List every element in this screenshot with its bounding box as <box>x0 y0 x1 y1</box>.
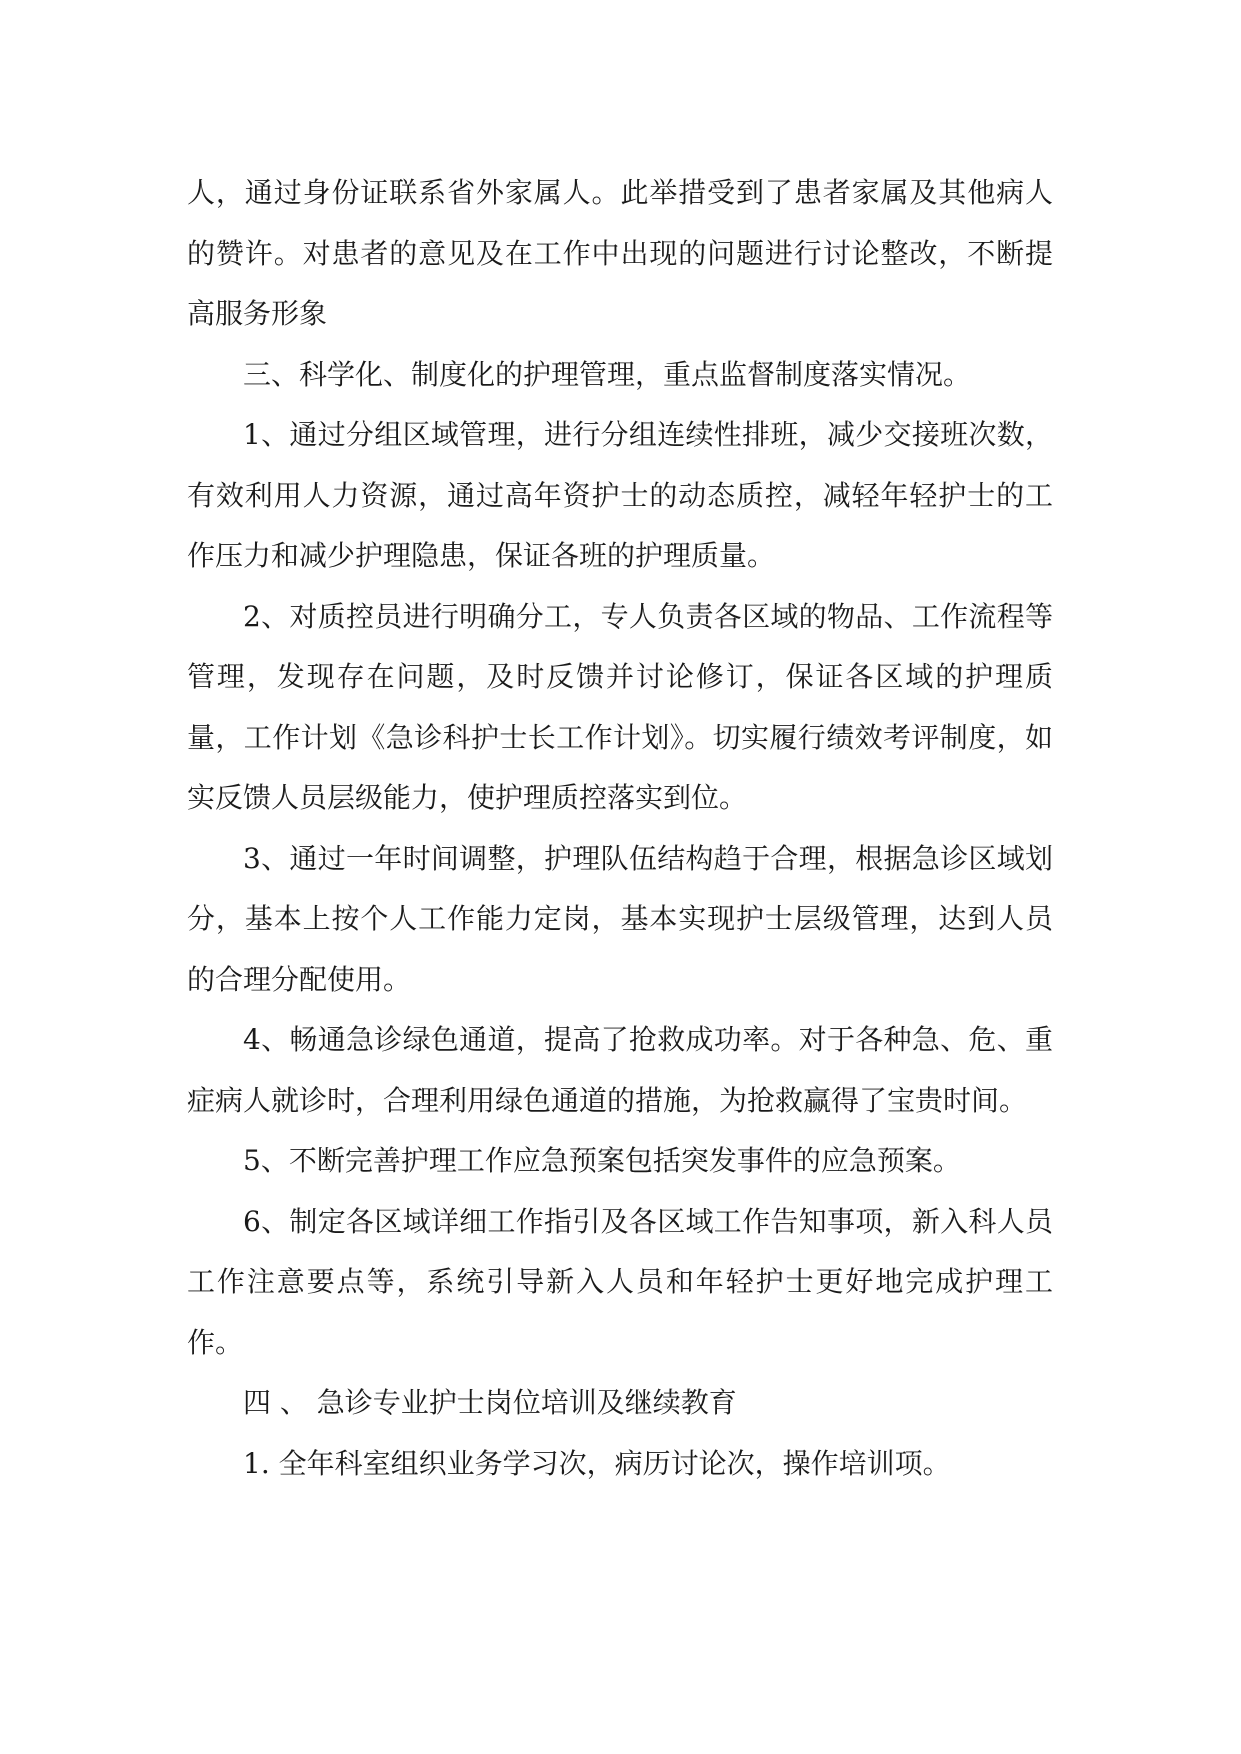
paragraph-continuation: 人，通过身份证联系省外家属人。此举措受到了患者家属及其他病人的赞许。对患者的意见及在工作中出现的问题进行讨论整改，不断提高服务形象 <box>187 176 1053 330</box>
list-item-5: 5、不断完善护理工作应急预案包括突发事件的应急预案。 <box>243 1144 961 1177</box>
list-item-training-1: 1. 全年科室组织业务学习次，病历讨论次，操作培训项。 <box>243 1446 951 1480</box>
list-item-6: 6、制定各区域详细工作指引及各区域工作告知事项，新入科人员工作注意要点等，系统引导新入人员和年轻护士更好地完成护理工作。 <box>187 1204 1053 1359</box>
list-item-3: 3、通过一年时间调整，护理队伍结构趋于合理，根据急诊区域划分，基本上按个人工作能力定岗，基本实现护士层级管理，达到人员的合理分配使用。 <box>187 841 1053 996</box>
list-item-1: 1、通过分组区域管理，进行分组连续性排班，减少交接班次数，有效利用人力资源，通过高年资护士的动态质控，减轻年轻护士的工作压力和减少护理隐患，保证各班的护理质量。 <box>187 418 1053 572</box>
list-item-2: 2、对质控员进行明确分工，专人负责各区域的物品、工作流程等管理，发现存在问题，及时反馈并讨论修订，保证各区域的护理质量，工作计划《急诊科护士长工作计划》。切实履行绩效考评制度，如实反馈人员层级能力，使护理质控落实到位。 <box>187 599 1053 814</box>
document-body <box>187 163 1053 1494</box>
section-heading-3: 三、科学化、制度化的护理管理，重点监督制度落实情况。 <box>243 357 972 391</box>
section-heading-4: 四 、 急诊专业护士岗位培训及继续教育 <box>243 1386 737 1419</box>
list-item-4: 4、畅通急诊绿色通道，提高了抢救成功率。对于各种急、危、重症病人就诊时，合理利用绿色通道的措施，为抢救赢得了宝贵时间。 <box>187 1023 1053 1117</box>
